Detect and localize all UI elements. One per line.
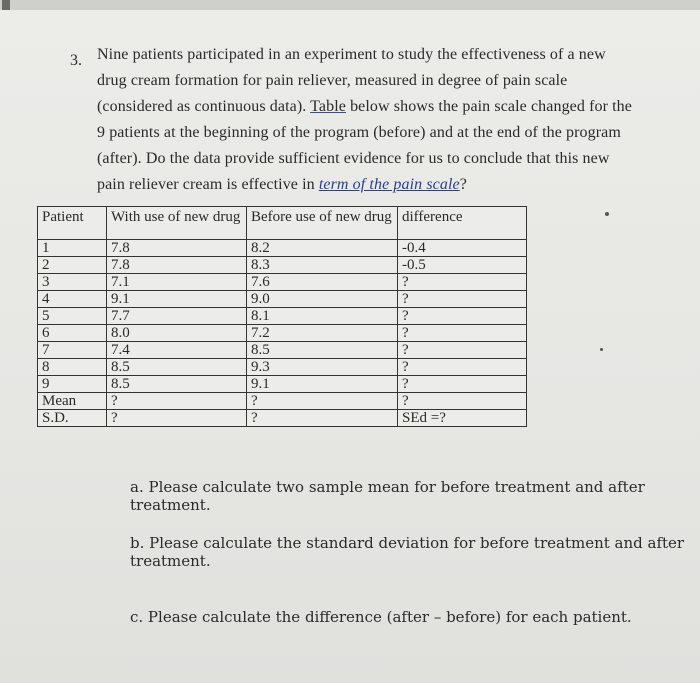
- cell-patient: 3: [38, 274, 107, 291]
- cell-with-drug: 7.7: [107, 308, 247, 325]
- cell-patient: 6: [38, 325, 107, 342]
- question-end: ?: [459, 176, 467, 193]
- cell-before-drug: 9.1: [247, 376, 398, 393]
- cell-before-drug: 8.1: [247, 308, 398, 325]
- cell-patient: S.D.: [38, 410, 107, 427]
- speck: [600, 348, 603, 351]
- cell-with-drug: 7.8: [107, 257, 247, 274]
- table-row: [38, 376, 527, 393]
- cell-difference: -0.5: [398, 257, 527, 274]
- cell-with-drug: ?: [107, 410, 247, 427]
- cell-difference: SEd =?: [398, 410, 527, 427]
- table-header-row: [38, 207, 527, 240]
- cell-difference: ?: [398, 376, 527, 393]
- pain-scale-table: [37, 206, 527, 427]
- corner-mark: [2, 0, 10, 10]
- cell-difference: ?: [398, 291, 527, 308]
- cell-patient: 8: [38, 359, 107, 376]
- table-row: [38, 257, 527, 274]
- table-row: [38, 291, 527, 308]
- underlined-word: Table: [310, 98, 346, 115]
- cell-patient: 5: [38, 308, 107, 325]
- cell-before-drug: 9.3: [247, 359, 398, 376]
- cell-patient: 9: [38, 376, 107, 393]
- table-row: [38, 274, 527, 291]
- header-patient: Patient: [38, 207, 107, 240]
- cell-difference: -0.4: [398, 240, 527, 257]
- table-body: [38, 240, 527, 427]
- cell-before-drug: 7.2: [247, 325, 398, 342]
- cell-difference: ?: [398, 308, 527, 325]
- cell-before-drug: 9.0: [247, 291, 398, 308]
- subquestion-a: a. Please calculate two sample mean for before treatment and after treatment.: [130, 478, 645, 514]
- cell-with-drug: 9.1: [107, 291, 247, 308]
- table-row: [38, 325, 527, 342]
- term-phrase: term of the pain scale: [318, 176, 460, 193]
- question-part2: below shows the pain scale changed for the 9 patients at the beginning of the program (before) and at the end of the program (after). Do the data provide sufficient evidence for us to conclude that this new pain reliever cream is effective in: [97, 98, 632, 193]
- cell-with-drug: 8.5: [107, 376, 247, 393]
- cell-with-drug: 8.5: [107, 359, 247, 376]
- top-strip: [0, 0, 700, 10]
- cell-before-drug: 8.2: [247, 240, 398, 257]
- question-text: [97, 42, 637, 198]
- speck: [605, 212, 609, 216]
- cell-with-drug: 7.4: [107, 342, 247, 359]
- cell-before-drug: ?: [247, 393, 398, 410]
- header-difference: difference: [398, 207, 527, 240]
- table-row: [38, 342, 527, 359]
- cell-difference: ?: [398, 359, 527, 376]
- cell-patient: 1: [38, 240, 107, 257]
- question-number: 3.: [70, 52, 82, 69]
- cell-with-drug: 8.0: [107, 325, 247, 342]
- table-row: [38, 359, 527, 376]
- cell-before-drug: 8.3: [247, 257, 398, 274]
- table-row: [38, 308, 527, 325]
- header-with-drug: With use of new drug: [107, 207, 247, 240]
- subquestion-c: c. Please calculate the difference (after – before) for each patient.: [130, 608, 632, 626]
- cell-patient: 2: [38, 257, 107, 274]
- cell-before-drug: 7.6: [247, 274, 398, 291]
- table-row: [38, 240, 527, 257]
- question-part1: Nine patients participated in an experiment to study the effectiveness of a new drug cream formation for pain reliever, measured in degree of pain scale (considered as continuous data).: [97, 46, 606, 115]
- cell-with-drug: 7.1: [107, 274, 247, 291]
- cell-with-drug: 7.8: [107, 240, 247, 257]
- cell-patient: Mean: [38, 393, 107, 410]
- cell-with-drug: ?: [107, 393, 247, 410]
- header-before-drug: Before use of new drug: [247, 207, 398, 240]
- cell-difference: ?: [398, 274, 527, 291]
- table-row: [38, 410, 527, 427]
- cell-before-drug: ?: [247, 410, 398, 427]
- table-row: [38, 393, 527, 410]
- cell-before-drug: 8.5: [247, 342, 398, 359]
- cell-patient: 4: [38, 291, 107, 308]
- cell-difference: ?: [398, 325, 527, 342]
- cell-difference: ?: [398, 342, 527, 359]
- cell-difference: ?: [398, 393, 527, 410]
- cell-patient: 7: [38, 342, 107, 359]
- subquestion-b: b. Please calculate the standard deviation for before treatment and after treatment.: [130, 534, 685, 570]
